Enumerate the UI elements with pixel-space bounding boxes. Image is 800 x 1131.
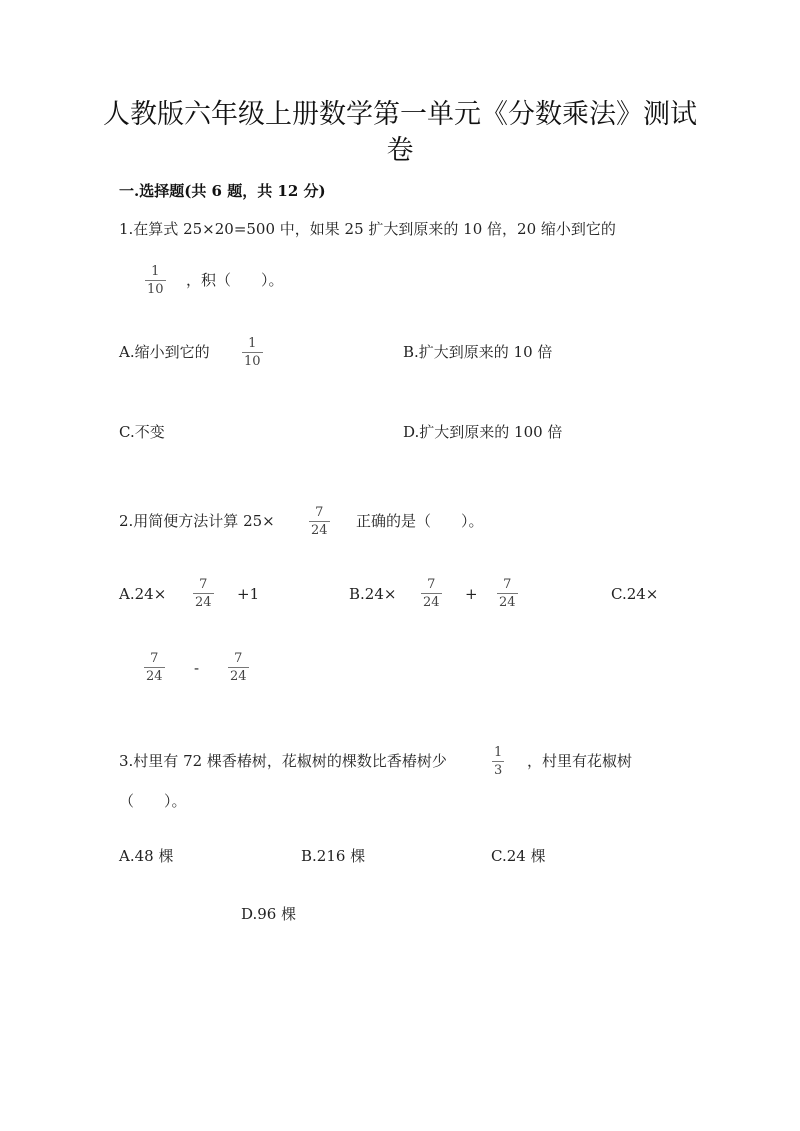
q2-option-b[interactable]: B.24×	[349, 585, 397, 603]
q1-option-c[interactable]: C.不变	[119, 423, 165, 441]
fraction-bar	[309, 521, 330, 522]
fraction-numerator: 7	[315, 505, 324, 520]
q1-option-a-fraction	[242, 336, 263, 369]
q2-option-b-fraction-1	[421, 577, 442, 610]
fraction-numerator: 7	[199, 577, 208, 592]
question-2-tail: 正确的是（ ）。	[356, 512, 484, 530]
q2-option-c-operator: -	[194, 659, 200, 677]
fraction-denominator: 10	[244, 354, 261, 369]
fraction-denominator: 24	[230, 669, 247, 684]
question-1-text: 1.在算式 25×20=500 中，如果 25 扩大到原来的 10 倍，20 缩小到它的	[119, 220, 616, 238]
fraction-numerator: 7	[503, 577, 512, 592]
page-title-line2: 卷	[386, 135, 414, 166]
question-2-text: 2.用简便方法计算 25×	[119, 512, 275, 530]
fraction-bar	[497, 593, 518, 594]
q2-option-c[interactable]: C.24×	[611, 585, 659, 603]
fraction-numerator: 1	[494, 745, 503, 760]
q1-option-b[interactable]: B.扩大到原来的 10 倍	[403, 343, 553, 361]
fraction-bar	[421, 593, 442, 594]
fraction-bar	[242, 352, 263, 353]
fraction-bar	[193, 593, 214, 594]
question-3-text: 3.村里有 72 棵香椿树，花椒树的棵数比香椿树少	[119, 752, 447, 770]
fraction-denominator: 24	[311, 523, 328, 538]
fraction-denominator: 24	[423, 595, 440, 610]
question-2-fraction	[309, 505, 330, 538]
q2-option-a-tail: +1	[237, 585, 260, 603]
q1-option-d[interactable]: D.扩大到原来的 100 倍	[403, 423, 563, 441]
fraction-numerator: 1	[151, 264, 160, 279]
fraction-denominator: 3	[494, 763, 503, 778]
q2-option-c-fraction-2	[228, 651, 249, 684]
q2-option-a[interactable]: A.24×	[119, 585, 167, 603]
fraction-bar	[492, 761, 504, 762]
q3-option-c[interactable]: C.24 棵	[491, 847, 546, 865]
fraction-bar	[145, 280, 166, 281]
page-title-line1: 人教版六年级上册数学第一单元《分数乘法》测试	[103, 99, 697, 130]
question-1-fraction	[145, 264, 166, 297]
fraction-numerator: 1	[248, 336, 257, 351]
fraction-denominator: 10	[147, 282, 164, 297]
section-heading: 一.选择题(共 6 题，共 12 分)	[119, 182, 326, 200]
fraction-bar	[144, 667, 165, 668]
q1-option-a[interactable]: A.缩小到它的	[119, 343, 210, 361]
fraction-numerator: 7	[150, 651, 159, 666]
question-3-fraction	[492, 745, 504, 778]
q2-option-b-fraction-2	[497, 577, 518, 610]
q2-option-b-operator: +	[465, 585, 478, 603]
fraction-bar	[228, 667, 249, 668]
q3-option-d[interactable]: D.96 棵	[241, 905, 297, 923]
q2-option-c-fraction-1	[144, 651, 165, 684]
fraction-numerator: 7	[427, 577, 436, 592]
fraction-denominator: 24	[195, 595, 212, 610]
fraction-numerator: 7	[234, 651, 243, 666]
q3-option-a[interactable]: A.48 棵	[119, 847, 174, 865]
q3-option-b[interactable]: B.216 棵	[301, 847, 366, 865]
question-3-line2: （ ）。	[119, 792, 187, 810]
fraction-denominator: 24	[146, 669, 163, 684]
q2-option-a-fraction	[193, 577, 214, 610]
question-3-tail: ，村里有花椒树	[527, 752, 633, 770]
question-1-tail: ，积（ ）。	[186, 271, 284, 289]
fraction-denominator: 24	[499, 595, 516, 610]
